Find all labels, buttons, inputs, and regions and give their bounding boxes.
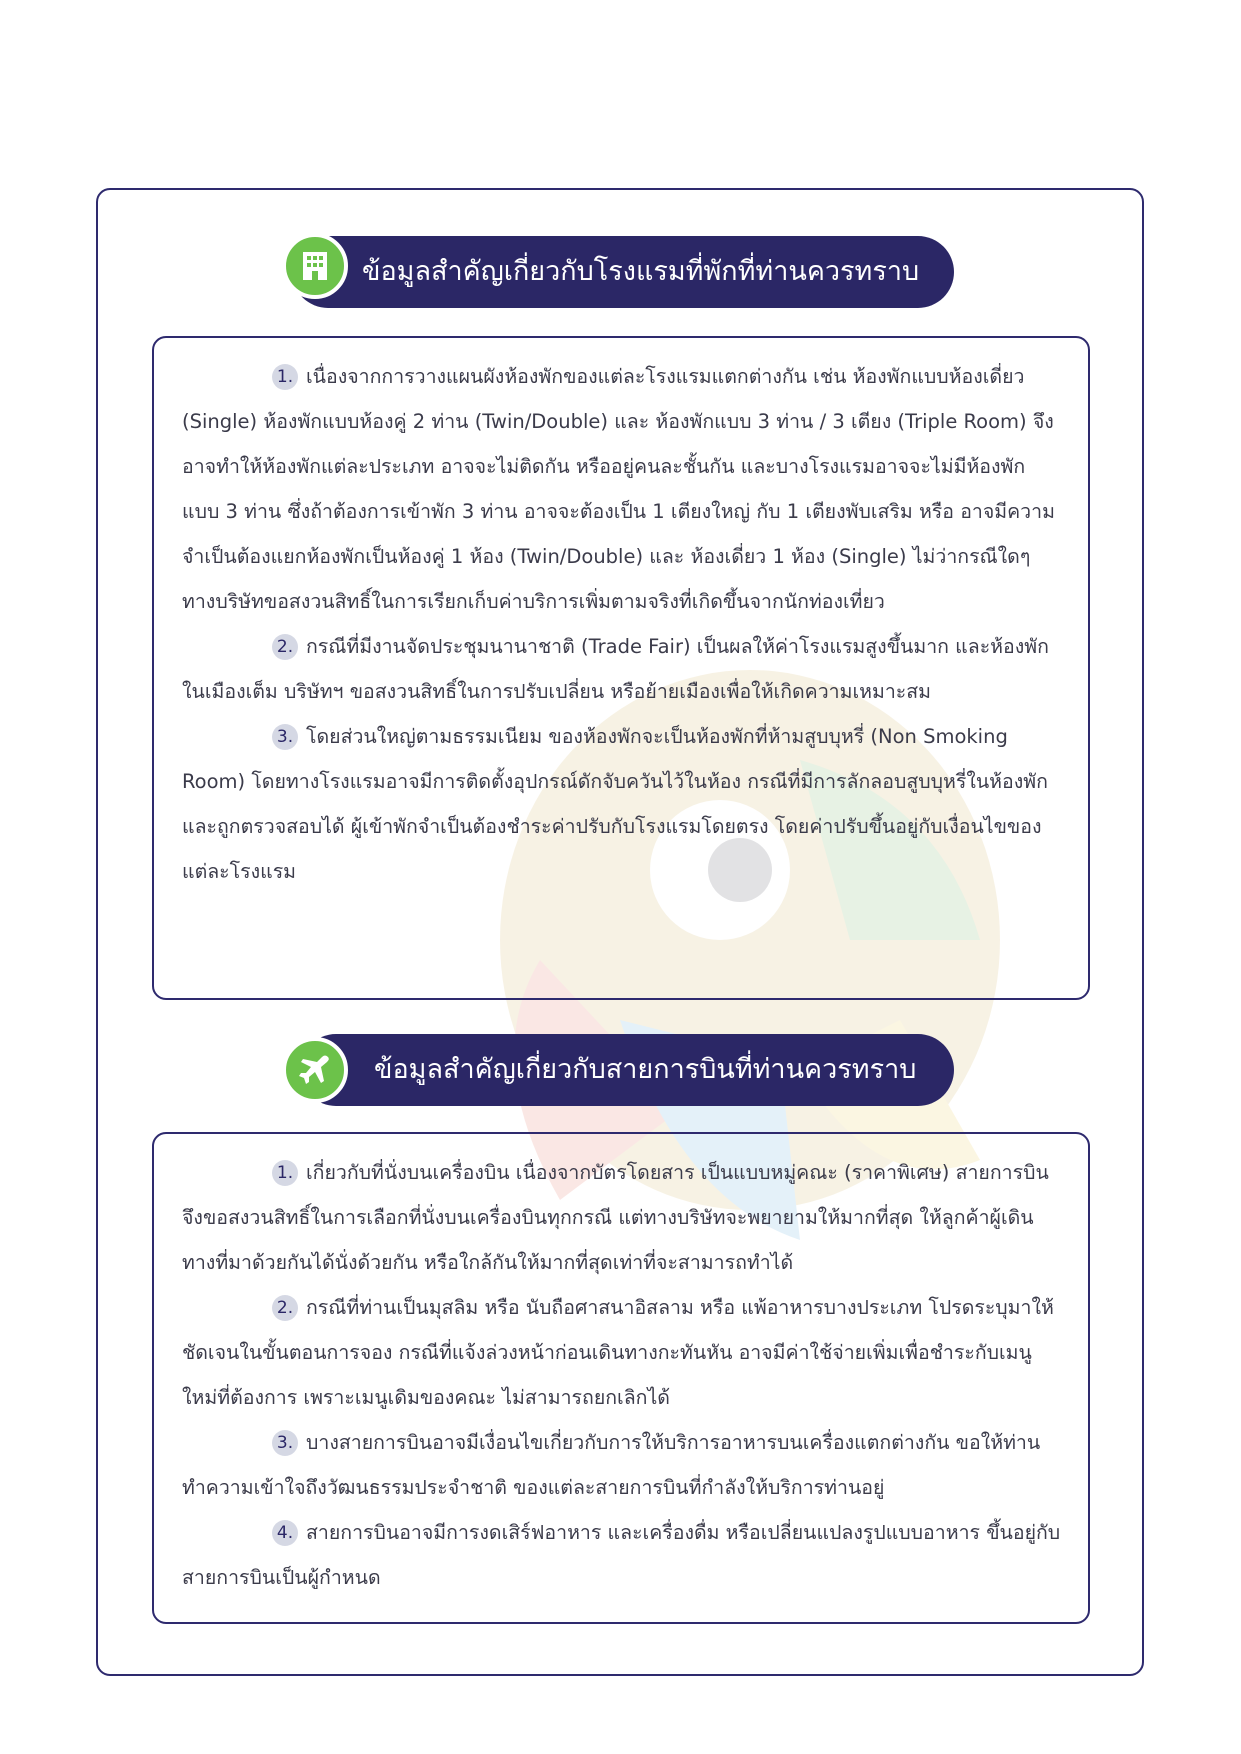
airline-info-box <box>152 1132 1090 1624</box>
list-item <box>182 624 1062 714</box>
list-item <box>182 1420 1062 1510</box>
list-item <box>182 1510 1062 1600</box>
section-header-hotel <box>292 236 954 308</box>
airplane-icon <box>282 1037 348 1103</box>
list-item <box>182 1150 1062 1285</box>
item-text: กรณีที่มีงานจัดประชุมนานาชาติ (Trade Fair) เป็นผลให้ค่าโรงแรมสูงขึ้นมาก และห้องพักในเมืองเต็ม บริษัทฯ ขอสงวนสิทธิ์ในการปรับเปลี่ยน หรือย้ายเมืองเพื่อให้เกิดความเหมาะสม <box>182 635 1049 703</box>
section-title: ข้อมูลสำคัญเกี่ยวกับสายการบินที่ท่านควรทราบ <box>374 1054 917 1085</box>
item-number: 1. <box>272 1160 298 1186</box>
hotel-info-box <box>152 336 1090 1000</box>
section-header-airline <box>300 1034 954 1106</box>
item-number: 2. <box>272 1295 298 1321</box>
list-item <box>182 354 1062 624</box>
item-text: โดยส่วนใหญ่ตามธรรมเนียม ของห้องพักจะเป็นห้องพักที่ห้ามสูบบุหรี่ (Non Smoking Room) โดยทางโรงแรมอาจมีการติดตั้งอุปกรณ์ดักจับควันไว้ในห้อง กรณีที่มีการลักลอบสูบบุหรี่ในห้องพัก และถูกตรวจสอบได้ ผู้เข้าพักจำเป็นต้องชำระค่าปรับกับโรงแรมโดยตรง โดยค่าปรับขึ้นอยู่กับเงื่อนไขของแต่ละโรงแรม <box>182 725 1048 883</box>
item-text: เกี่ยวกับที่นั่งบนเครื่องบิน เนื่องจากบัตรโดยสาร เป็นแบบหมู่คณะ (ราคาพิเศษ) สายการบินจึงขอสงวนสิทธิ์ในการเลือกที่นั่งบนเครื่องบินทุกกรณี แต่ทางบริษัทจะพยายามให้มากที่สุด ให้ลูกค้าผู้เดินทางที่มาด้วยกันได้นั่งด้วยกัน หรือใกล้กันให้มากที่สุดเท่าที่จะสามารถทำได้ <box>182 1161 1049 1274</box>
item-number: 2. <box>272 634 298 660</box>
hotel-icon <box>282 233 348 299</box>
item-text: สายการบินอาจมีการงดเสิร์ฟอาหาร และเครื่องดื่ม หรือเปลี่ยนแปลงรูปแบบอาหาร ขึ้นอยู่กับสายการบินเป็นผู้กำหนด <box>182 1521 1061 1589</box>
list-item <box>182 714 1062 894</box>
item-text: กรณีที่ท่านเป็นมุสลิม หรือ นับถือศาสนาอิสลาม หรือ แพ้อาหารบางประเภท โปรดระบุมาให้ชัดเจนในขั้นตอนการจอง กรณีที่แจ้งล่วงหน้าก่อนเดินทางกะทันหัน อาจมีค่าใช้จ่ายเพิ่มเพื่อชำระกับเมนูใหม่ที่ต้องการ เพราะเมนูเดิมของคณะ ไม่สามารถยกเลิกได้ <box>182 1296 1054 1409</box>
item-number: 3. <box>272 724 298 750</box>
item-number: 3. <box>272 1430 298 1456</box>
item-text: บางสายการบินอาจมีเงื่อนไขเกี่ยวกับการให้บริการอาหารบนเครื่องแตกต่างกัน ขอให้ท่านทำความเข้าใจถึงวัฒนธรรมประจำชาติ ของแต่ละสายการบินที่กำลังให้บริการท่านอยู่ <box>182 1431 1041 1499</box>
item-number: 1. <box>272 364 298 390</box>
list-item <box>182 1285 1062 1420</box>
section-title: ข้อมูลสำคัญเกี่ยวกับโรงแรมที่พักที่ท่านควรทราบ <box>362 256 920 287</box>
item-number: 4. <box>272 1520 298 1546</box>
item-text: เนื่องจากการวางแผนผังห้องพักของแต่ละโรงแรมแตกต่างกัน เช่น ห้องพักแบบห้องเดี่ยว (Single) ห้องพักแบบห้องคู่ 2 ท่าน (Twin/Double) และ ห้องพักแบบ 3 ท่าน / 3 เตียง (Triple Room) จึงอาจทำให้ห้องพักแต่ละประเภท อาจจะไม่ติดกัน หรืออยู่คนละชั้นกัน และบางโรงแรมอาจจะไม่มีห้องพักแบบ 3 ท่าน ซึ่งถ้าต้องการเข้าพัก 3 ท่าน อาจจะต้องเป็น 1 เตียงใหญ่ กับ 1 เตียงพับเสริม หรือ อาจมีความจำเป็นต้องแยกห้องพักเป็นห้องคู่ 1 ห้อง (Twin/Double) และ ห้องเดี่ยว 1 ห้อง (Single) ไม่ว่ากรณีใดๆ ทางบริษัทขอสงวนสิทธิ์ในการเรียกเก็บค่าบริการเพิ่มตามจริงที่เกิดขึ้นจากนักท่องเที่ยว <box>182 365 1055 613</box>
